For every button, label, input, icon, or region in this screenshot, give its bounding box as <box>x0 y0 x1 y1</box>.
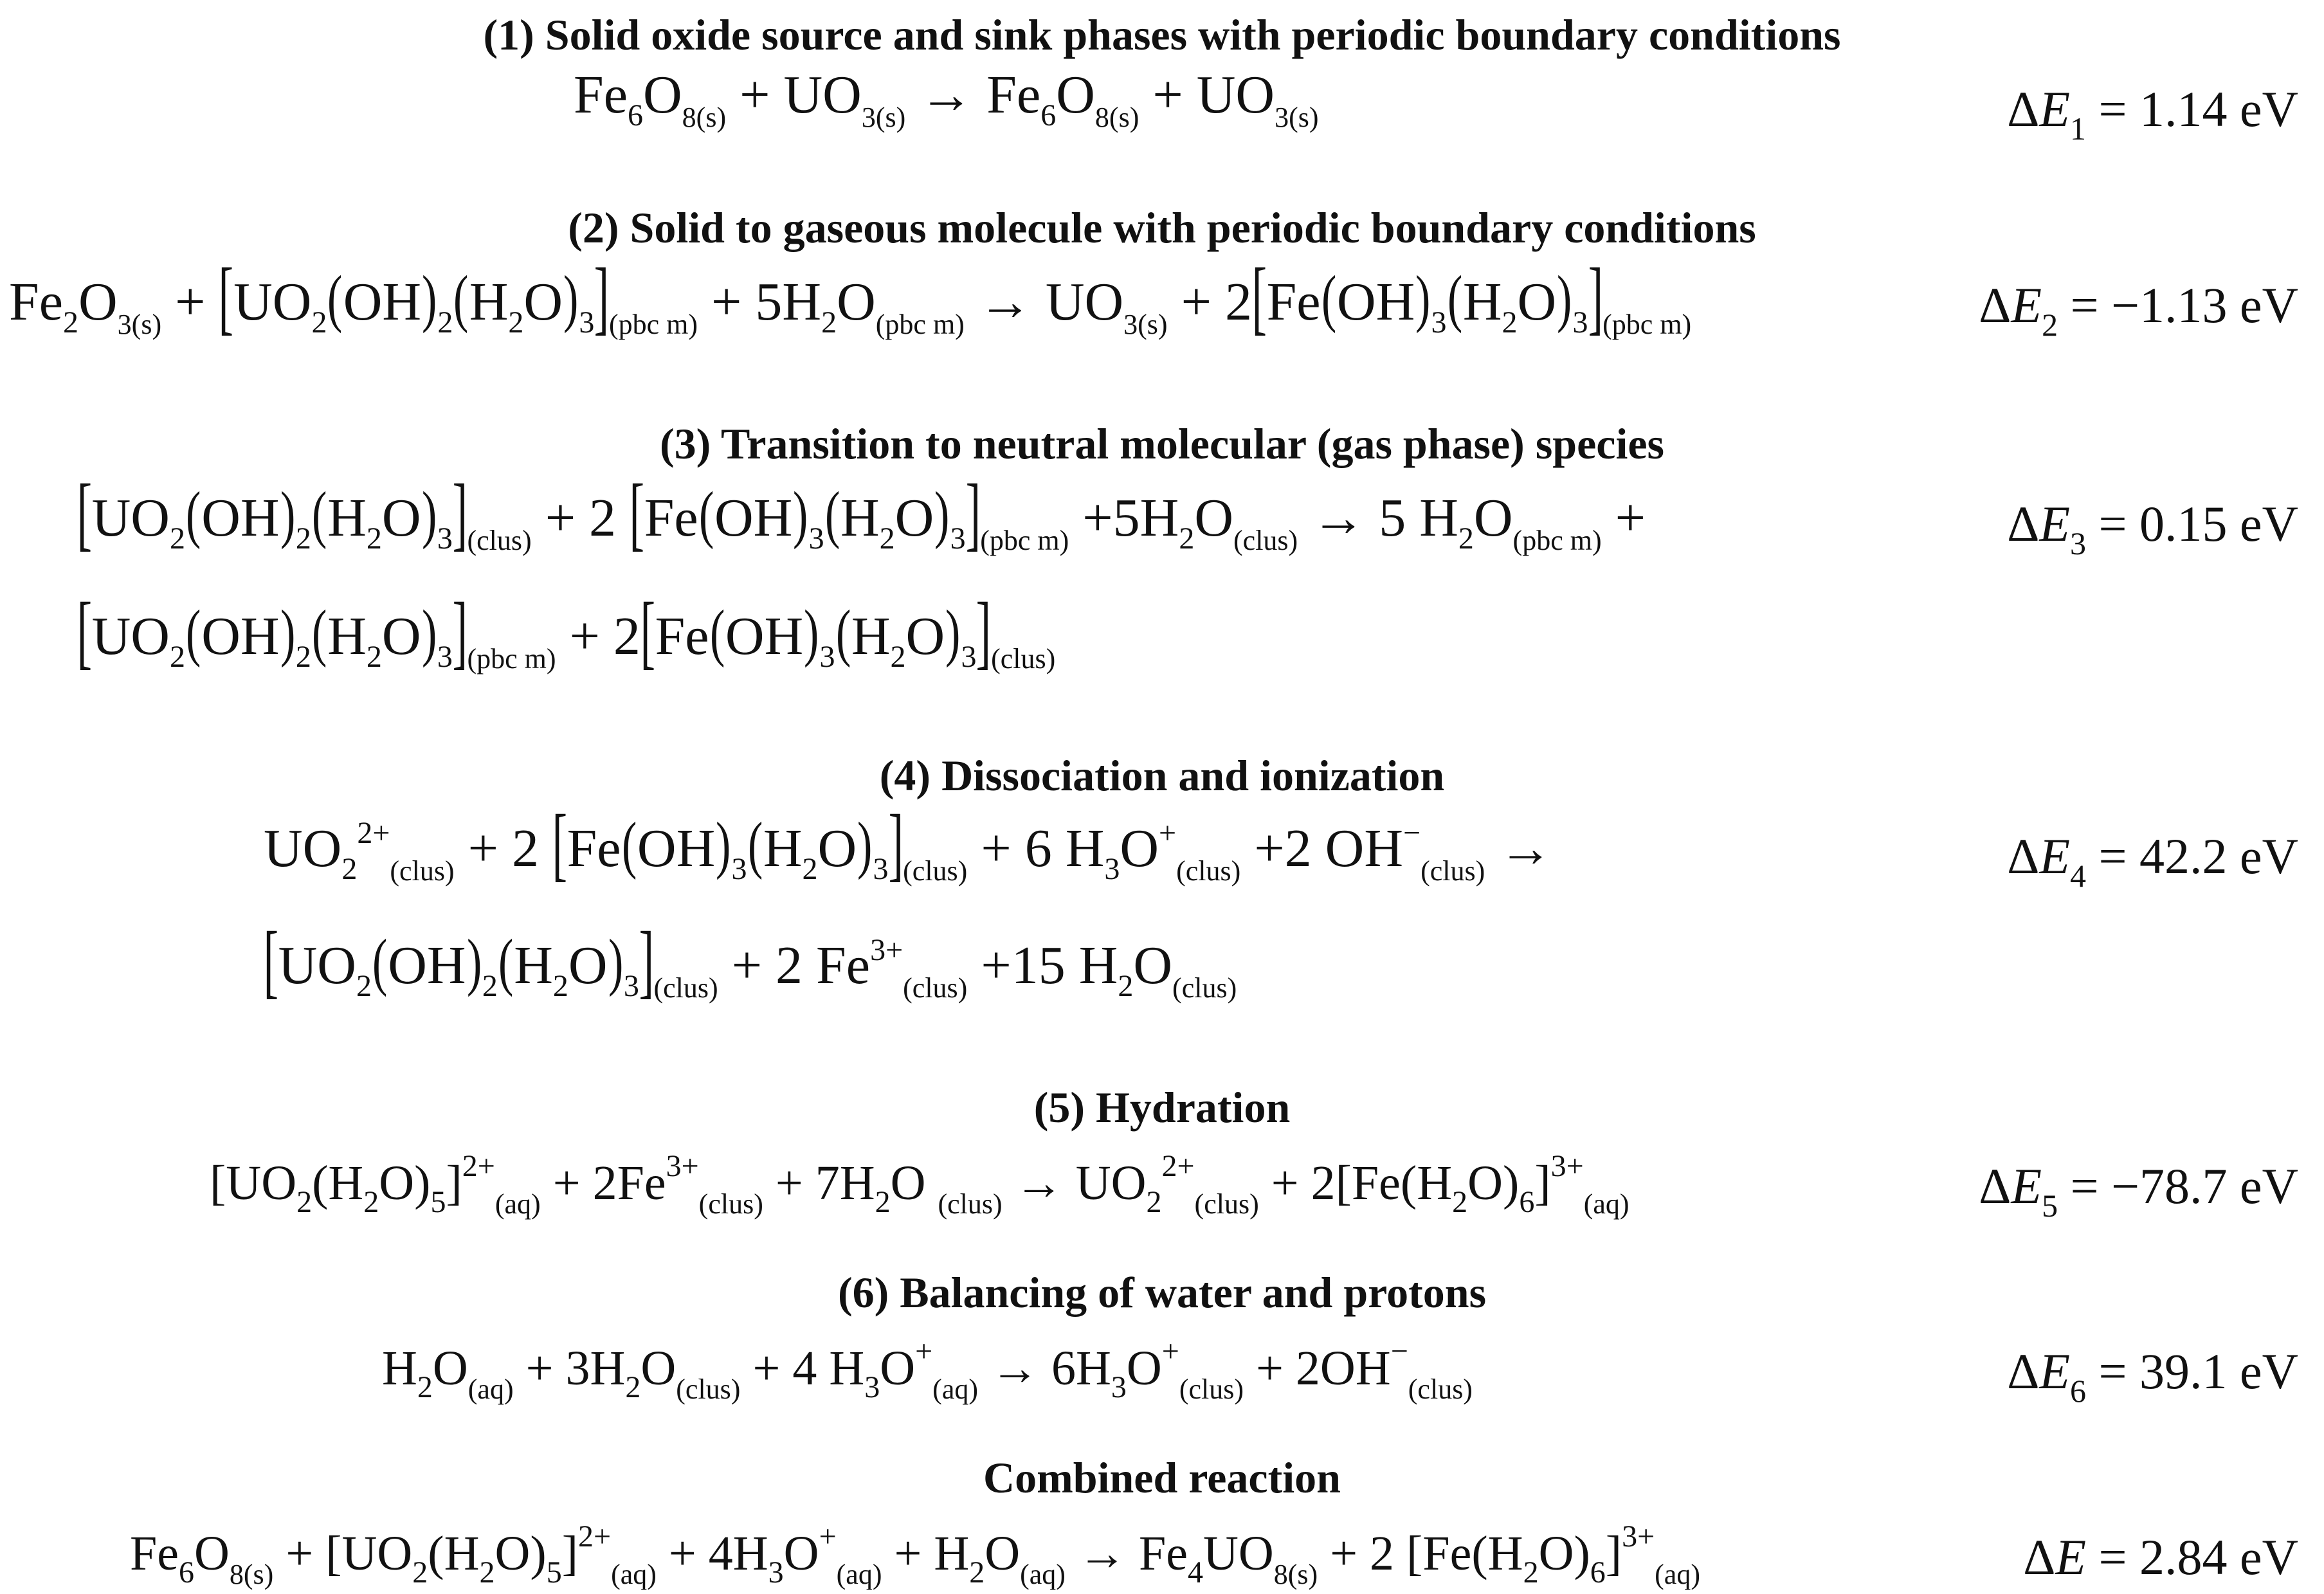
energy-label-6: $\Delta E_6 = 39.1$ eV <box>2007 1343 2298 1409</box>
section-title-4: (4) Dissociation and ionization <box>879 751 1445 800</box>
equation-2: $Fe_2O_{3(s)} + [UO_2(OH)_2(H_2O)_3]_{(pbc m)} + 5H_2O_{(pbc m)} \to UO_{3(s)} + 2[Fe(OH)_3(H_2O)_3]_{(pbc m)}$ <box>9 251 1692 343</box>
energy-label-2: $\Delta E_2 = -1.13$ eV <box>1979 277 2298 343</box>
equation-3-line-2: $[UO_2(OH)_2(H_2O)_3]_{(pbc m)} + 2[Fe(OH)_3(H_2O)_3]_{(clus)}$ <box>77 586 1056 677</box>
energy-label-3: $\Delta E_3 = 0.15$ eV <box>2007 496 2298 561</box>
equation-1: $Fe_6O_{8(s)} + UO_{3(s)} \to Fe_6O_{8(s)} + UO_{3(s)}$ <box>574 65 1319 133</box>
energy-label-1: $\Delta E_1 = 1.14$ eV <box>2007 81 2298 147</box>
section-title-3: (3) Transition to neutral molecular (gas phase) species <box>659 419 1665 468</box>
energy-label-5: $\Delta E_5 = -78.7$ eV <box>1979 1158 2298 1224</box>
equation-4-line-1: $UO_2^{2+}_{(clus)} + 2$ $[Fe(OH)_3(H_2O)_3]_{(clus)} + 6$ $H_3O^+_{(clus)} +2$ $OH^-_{(clus)}$ → <box>264 798 1553 889</box>
energy-label-4: $\Delta E_4 = 42.2$ eV <box>2007 828 2298 894</box>
section-title-5: (5) Hydration <box>1033 1083 1291 1132</box>
section-title-2: (2) Solid to gaseous molecule with periodic boundary conditions <box>568 203 1756 252</box>
equation-5: $[UO_2(H_2O)_5]^{2+}_{(aq)} + 2Fe^{3+}_{(clus)} + 7H_2O$ $_{(clus)} \to UO_2^{2+}_{(clus)} + 2[Fe(H_2O)_6]^{3+}_{(aq)}$ <box>210 1149 1630 1220</box>
equation-combined: $Fe_6O_{8(s)} + [UO_2(H_2O)_5]^{2+}_{(aq)} + 4H_3O^+_{(aq)} + H_2O_{(aq)} \to Fe_4UO_{8(s)} + 2$ $[Fe(H_2O)_6]^{3+}_{(aq)}$ <box>130 1519 1700 1590</box>
section-title-6: (6) Balancing of water and protons <box>837 1268 1487 1317</box>
section-title-combined: Combined reaction <box>983 1453 1341 1502</box>
energy-label-combined: ΔE = 2.84 eV <box>2023 1529 2298 1585</box>
equation-6: $H_2O_{(aq)} + 3H_2O_{(clus)} + 4$ $H_3O^+_{(aq)} \to 6H_3O^+_{(clus)} + 2OH^-_{(clus)}$ <box>382 1334 1473 1405</box>
section-title-1: (1) Solid oxide source and sink phases with periodic boundary conditions <box>483 10 1841 59</box>
equation-3-line-1: $[UO_2(OH)_2(H_2O)_3]_{(clus)} + 2$ $[Fe(OH)_3(H_2O)_3]_{(pbc m)} +5H_2O_{(clus)} \to 5$ $H_2O_{(pbc m)}$ + <box>77 467 1646 559</box>
equation-4-line-2: $[UO_2(OH)_2(H_2O)_3]_{(clus)} + 2$ $Fe^{3+}_{(clus)} +15$ $H_2O_{(clus)}$ <box>263 915 1237 1006</box>
